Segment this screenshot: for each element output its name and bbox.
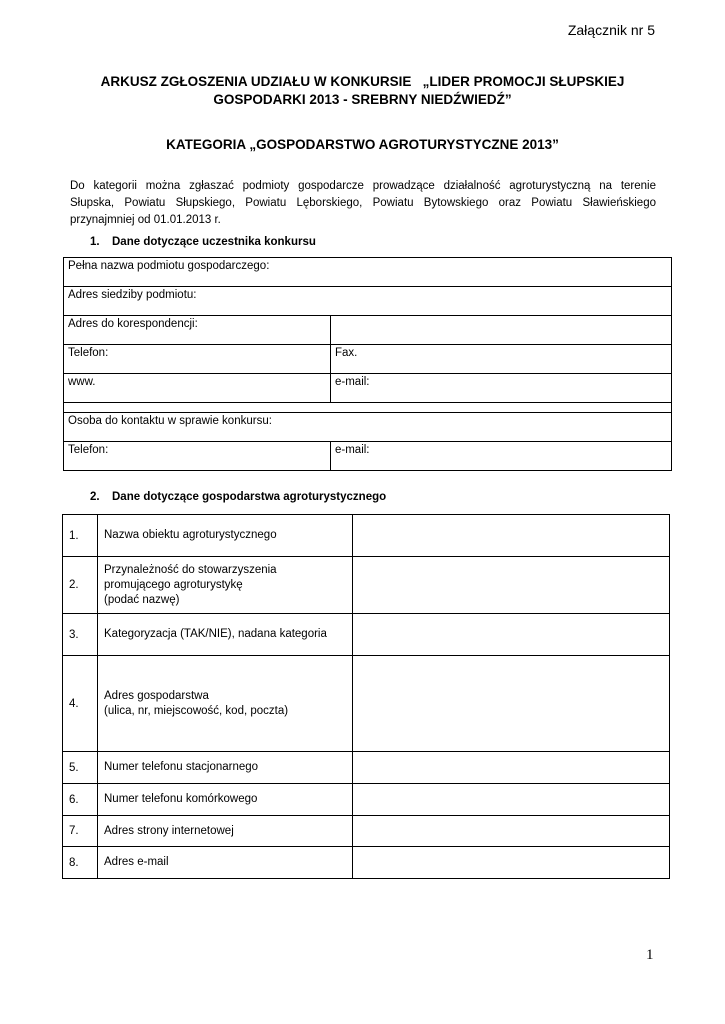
label-line: Adres e-mail <box>104 856 169 868</box>
row-value-field[interactable] <box>353 847 670 879</box>
row-label <box>98 784 353 816</box>
fax-field[interactable]: Fax. <box>331 345 672 374</box>
table-row <box>63 656 670 752</box>
annex-label: Załącznik nr 5 <box>567 22 655 38</box>
intro-paragraph <box>70 178 656 229</box>
farm-table <box>62 514 670 879</box>
intro-line-3: przynajmniej od 01.01.2013 r. <box>70 214 221 226</box>
row-value-field[interactable] <box>353 816 670 847</box>
www-field[interactable]: www. <box>64 374 331 403</box>
section2-number: 2. <box>90 491 100 503</box>
row-value-field[interactable] <box>353 784 670 816</box>
contact-phone-field[interactable]: Telefon: <box>64 442 331 471</box>
row-number: 5. <box>63 752 98 784</box>
section1-title: Dane dotyczące uczestnika konkursu <box>112 236 316 248</box>
row-label <box>98 847 353 879</box>
page-number: 1 <box>646 947 654 963</box>
label-line: (podać nazwę) <box>104 593 180 606</box>
intro-line-2: Słupska, Powiatu Słupskiego, Powiatu Lęborskiego, Powiatu Bytowskiego oraz Powiatu Sławieńskiego <box>70 197 656 209</box>
table-row <box>63 515 670 557</box>
row-label <box>98 614 353 656</box>
table-row <box>64 287 672 316</box>
row-label <box>98 752 353 784</box>
row-number: 2. <box>63 557 98 614</box>
row-label <box>98 656 353 752</box>
category-heading: KATEGORIA „GOSPODARSTWO AGROTURYSTYCZNE 2013” <box>166 137 559 152</box>
section1-heading <box>90 236 316 248</box>
table-row <box>64 374 672 403</box>
label-line: Adres gospodarstwa <box>104 689 209 702</box>
table-row <box>63 752 670 784</box>
table-spacer-row <box>64 403 672 413</box>
table-row <box>64 413 672 442</box>
section2-title: Dane dotyczące gospodarstwa agroturystycznego <box>112 491 387 503</box>
label-line: Numer telefonu stacjonarnego <box>104 761 259 773</box>
address-field[interactable]: Adres siedziby podmiotu: <box>64 287 672 316</box>
row-value-field[interactable] <box>353 557 670 614</box>
row-number: 7. <box>63 816 98 847</box>
label-line: Kategoryzacja (TAK/NIE), nadana kategoria <box>104 628 327 640</box>
row-value-field[interactable] <box>353 656 670 752</box>
label-line: Adres strony internetowej <box>104 824 234 837</box>
row-number: 6. <box>63 784 98 816</box>
section2-heading <box>90 491 386 503</box>
full-name-field[interactable]: Pełna nazwa podmiotu gospodarczego: <box>64 258 672 287</box>
row-value-field[interactable] <box>353 614 670 656</box>
title-line-2: GOSPODARKI 2013 - SREBRNY NIEDŹWIEDŹ” <box>213 92 512 107</box>
row-label <box>98 557 353 614</box>
label-line: (ulica, nr, miejscowość, kod, poczta) <box>104 704 289 717</box>
intro-line-1: Do kategorii można zgłaszać podmioty gospodarcze prowadzące działalność agroturystyczną na terenie <box>70 180 656 192</box>
contact-person-field[interactable]: Osoba do kontaktu w sprawie konkursu: <box>64 413 672 442</box>
table-row <box>63 614 670 656</box>
row-label <box>98 515 353 557</box>
row-label <box>98 816 353 847</box>
table-row <box>64 258 672 287</box>
section1-number: 1. <box>90 236 100 248</box>
spacer-cell <box>64 403 672 413</box>
correspondence-value[interactable] <box>331 316 672 345</box>
table-row <box>64 442 672 471</box>
table-row <box>63 847 670 879</box>
document-title <box>40 73 685 109</box>
label-line: Nazwa obiektu agroturystycznego <box>104 529 277 541</box>
table-row <box>63 557 670 614</box>
title-line-1: ARKUSZ ZGŁOSZENIA UDZIAŁU W KONKURSIE „LIDER PROMOCJI SŁUPSKIEJ <box>100 74 625 89</box>
table-row <box>64 345 672 374</box>
label-line: promującego agroturystykę <box>104 578 243 591</box>
correspondence-field[interactable]: Adres do korespondencji: <box>64 316 331 345</box>
email-field[interactable]: e-mail: <box>331 374 672 403</box>
row-number: 1. <box>63 515 98 557</box>
row-value-field[interactable] <box>353 515 670 557</box>
row-value-field[interactable] <box>353 752 670 784</box>
table-row <box>64 316 672 345</box>
label-line: Numer telefonu komórkowego <box>104 793 258 805</box>
phone-field[interactable]: Telefon: <box>64 345 331 374</box>
participant-table <box>63 257 672 471</box>
contact-email-field[interactable]: e-mail: <box>331 442 672 471</box>
row-number: 3. <box>63 614 98 656</box>
row-number: 8. <box>63 847 98 879</box>
label-line: Przynależność do stowarzyszenia <box>104 563 277 576</box>
row-number: 4. <box>63 656 98 752</box>
table-row <box>63 816 670 847</box>
table-row <box>63 784 670 816</box>
